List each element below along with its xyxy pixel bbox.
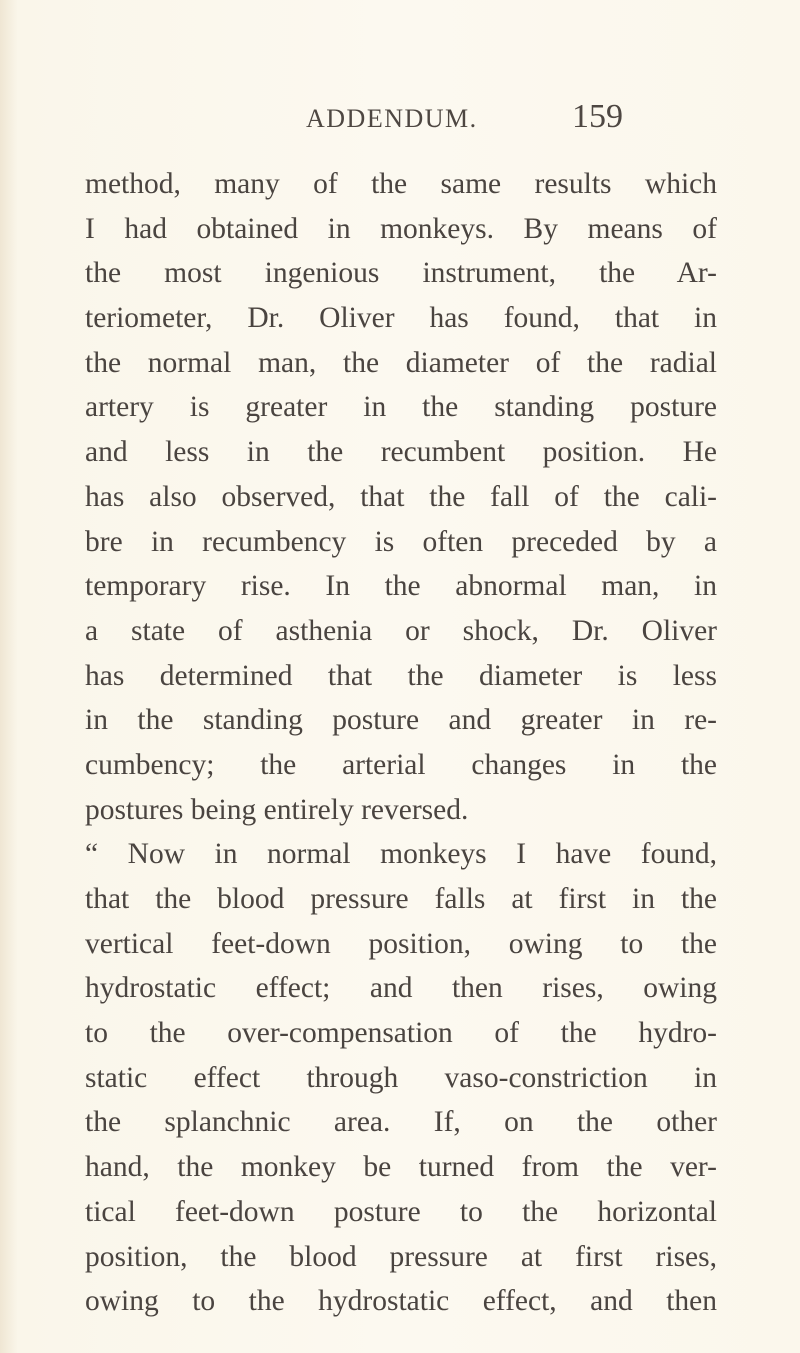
text-line: the splanchnic area. If, on the other [85, 1106, 717, 1139]
text-line: hand, the monkey be turned from the ver- [85, 1151, 717, 1184]
page-gutter-shadow [0, 0, 18, 1353]
text-line: bre in recumbency is often preceded by a [85, 525, 717, 558]
text-line: artery is greater in the standing posture [85, 391, 717, 424]
text-line: hydrostatic effect; and then rises, owing [85, 972, 717, 1005]
text-line: has also observed, that the fall of the cali- [85, 480, 717, 513]
text-line: and less in the recumbent position. He [85, 436, 717, 469]
text-line: has determined that the diameter is less [85, 659, 717, 692]
running-head: ADDENDUM. [306, 104, 478, 133]
text-line: teriometer, Dr. Oliver has found, that in [85, 302, 717, 335]
text-line: in the standing posture and greater in re- [85, 704, 717, 737]
text-line: tical feet-down posture to the horizontal [85, 1195, 717, 1228]
page-header [0, 98, 800, 138]
text-line: cumbency; the arterial changes in the [85, 748, 717, 781]
page-number: 159 [572, 98, 623, 135]
text-line: the normal man, the diameter of the radial [85, 346, 717, 379]
text-line-paragraph-end: postures being entirely reversed. [85, 793, 469, 826]
text-line: method, many of the same results which [85, 168, 717, 200]
text-line: I had obtained in monkeys. By means of [85, 212, 717, 245]
text-line: temporary rise. In the abnormal man, in [85, 570, 717, 603]
text-line: static effect through vaso-constriction in [85, 1061, 717, 1094]
text-line: that the blood pressure falls at first in the [85, 883, 717, 915]
body-text [85, 162, 717, 1324]
text-line: to the over-compensation of the hydro- [85, 1017, 717, 1050]
text-line: vertical feet-down position, owing to the [85, 927, 717, 960]
text-line: position, the blood pressure at first rises, [85, 1240, 717, 1273]
text-line: the most ingenious instrument, the Ar- [85, 257, 717, 290]
text-line-paragraph-start: “ Now in normal monkeys I have found, [85, 838, 717, 871]
text-line: a state of asthenia or shock, Dr. Oliver [85, 614, 717, 647]
text-line: owing to the hydrostatic effect, and then [85, 1285, 717, 1318]
